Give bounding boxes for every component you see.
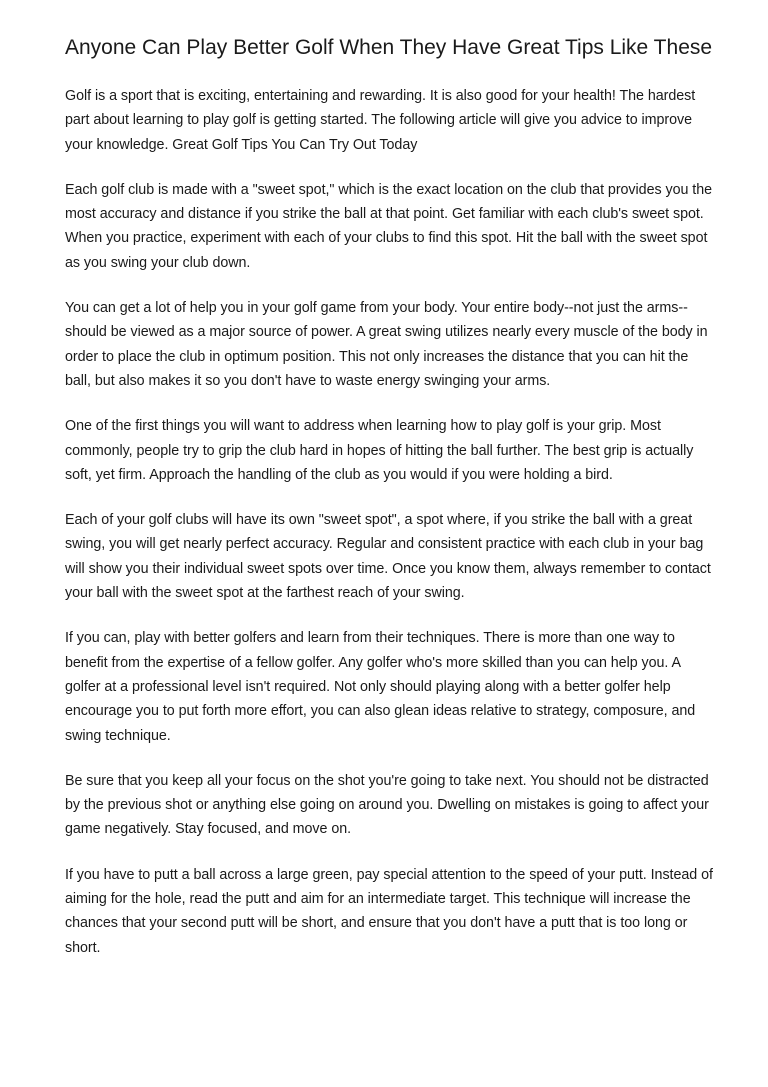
paragraph: Each of your golf clubs will have its own "sweet spot", a spot where, if you strike the ball with a great swing, you will get nearly perfect accuracy. Regular and consistent practice with each club in your bag will show you their individual sweet spots over time. Once you know them, always remember to contact your ball with the sweet spot at the farthest reach of your swing.	[65, 512, 711, 602]
paragraph: Each golf club is made with a "sweet spot," which is the exact location on the club that provides you the most accuracy and distance if you strike the ball at that point. Get familiar with each club's sweet spot. When you practice, experiment with each of your clubs to find this spot. Hit the ball with the sweet spot as you swing your club down.	[65, 181, 713, 271]
paragraph: If you have to putt a ball across a large green, pay special attention to the speed of your putt. Instead of aiming for the hole, read the putt and aim for an intermediate target. This technique will increase the chances that your second putt will be short, and ensure that you don't have a putt that is too long or short.	[65, 866, 713, 956]
paragraph: If you can, play with better golfers and learn from their techniques. There is more than one way to benefit from the expertise of a fellow golfer. Any golfer who's more skilled than you can help you. A golfer at a professional level isn't required. Not only should playing along with a better golfer help encourage you to put forth more effort, you can also glean ideas relative to strategy, composure, and swing technique.	[65, 630, 696, 744]
paragraph: Golf is a sport that is exciting, entertaining and rewarding. It is also good for your health! The hardest part about learning to play golf is getting started. The following article will give you advice to improve your knowledge. Great Golf Tips You Can Try Out Today	[65, 88, 696, 153]
document-page	[65, 36, 715, 981]
document-body	[65, 84, 715, 960]
paragraph: You can get a lot of help you in your golf game from your body. Your entire body--not just the arms--should be viewed as a major source of power. A great swing utilizes nearly every muscle of the body in order to place the club in optimum position. This not only increases the distance that you can hit the ball, but also makes it so you don't have to waste energy swinging your arms.	[65, 300, 708, 389]
document-title: Anyone Can Play Better Golf When They Have Great Tips Like These	[65, 36, 713, 59]
paragraph: One of the first things you will want to address when learning how to play golf is your grip. Most commonly, people try to grip the club hard in hopes of hitting the ball further. The best grip is actually soft, yet firm. Approach the handling of the club as you would if you were holding a bird.	[65, 418, 694, 483]
paragraph: Be sure that you keep all your focus on the shot you're going to take next. You should not be distracted by the previous shot or anything else going on around you. Dwelling on mistakes is going to affect your game negatively. Stay focused, and move on.	[65, 772, 709, 838]
